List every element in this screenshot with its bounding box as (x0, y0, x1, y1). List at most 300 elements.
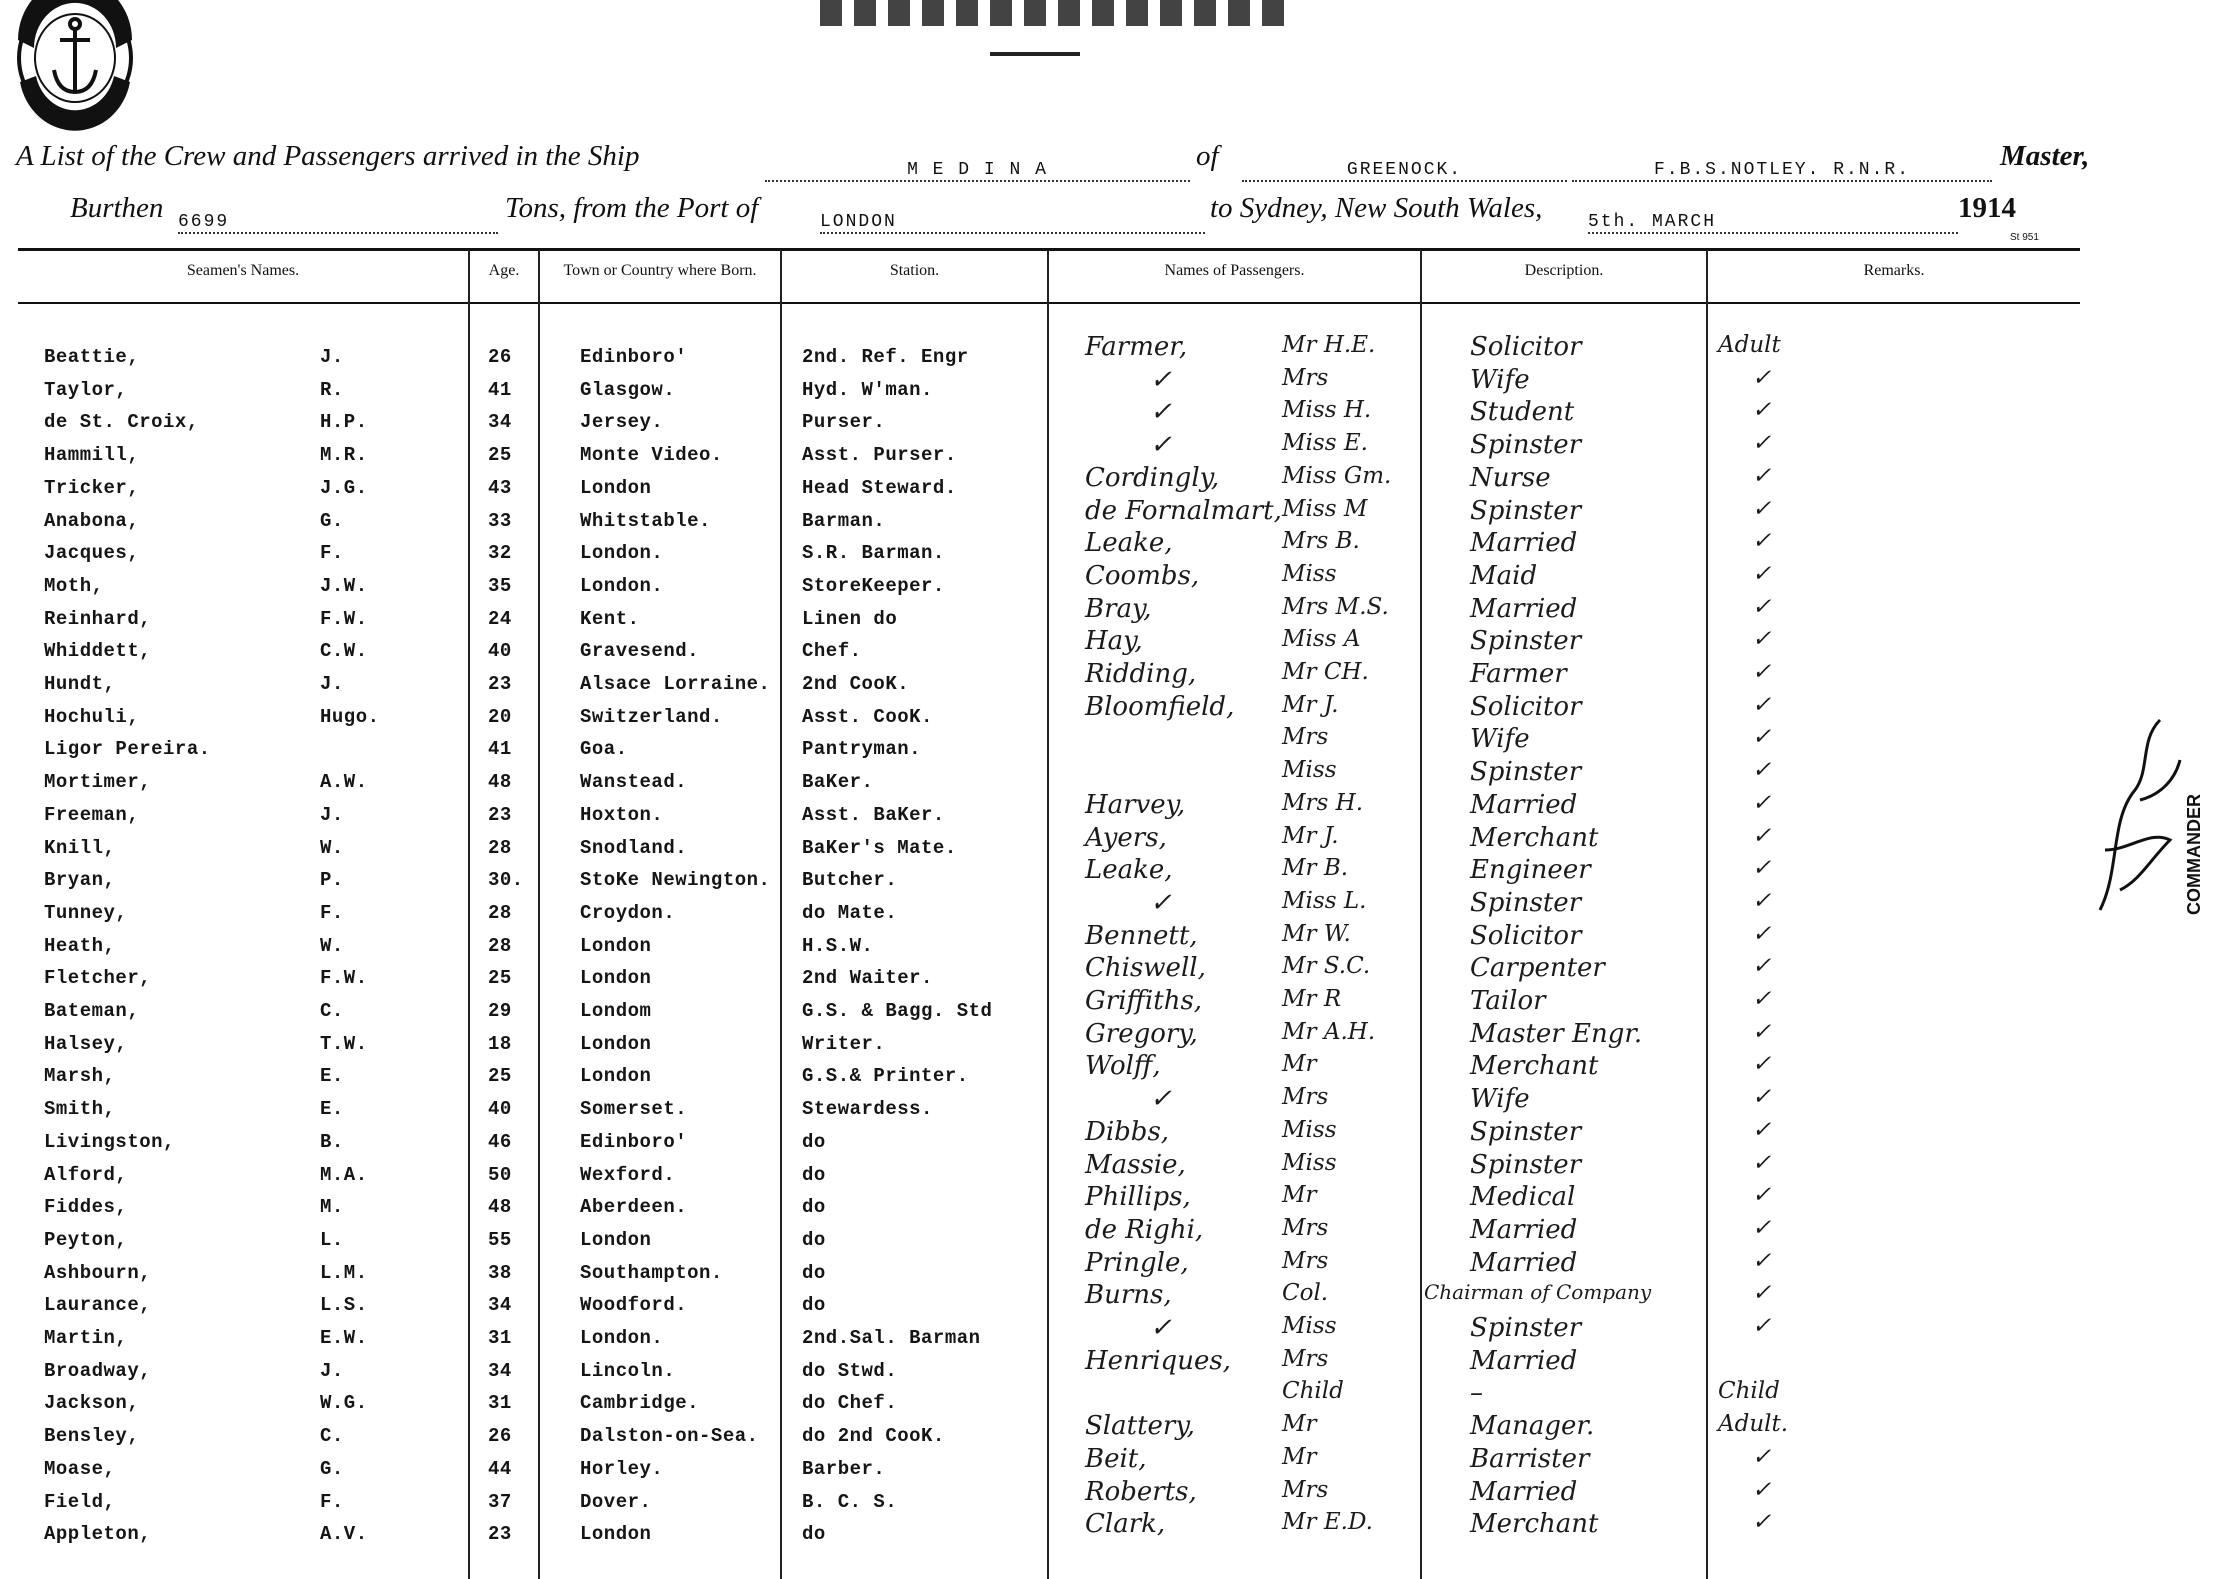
seaman-birthplace: Glasgow. (580, 379, 676, 401)
seaman-surname: Tunney, (44, 902, 128, 924)
seaman-initials: B. (320, 1131, 344, 1153)
seaman-surname: Hammill, (44, 444, 140, 466)
master-name: F.B.S.NOTLEY. R.N.R. (1572, 160, 1992, 182)
col-header-station: Station. (889, 262, 940, 279)
passenger-description: Farmer (1470, 659, 1567, 689)
passenger-remark: ✓ (1752, 528, 1772, 554)
passenger-description: Barrister (1470, 1444, 1590, 1474)
seaman-initials: G. (320, 1458, 344, 1480)
seaman-initials: E. (320, 1065, 344, 1087)
passenger-title: Mrs (1282, 1346, 1329, 1372)
seaman-age: 23 (488, 1523, 512, 1545)
passenger-name: Ridding, (1085, 659, 1197, 689)
passenger-description: Married (1470, 1215, 1578, 1245)
passenger-remark: ✓ (1752, 692, 1772, 718)
seaman-station: Asst. Purser. (802, 444, 957, 466)
passenger-remark: ✓ (1752, 888, 1772, 914)
seaman-surname: Jackson, (44, 1392, 140, 1414)
seaman-station: do Chef. (802, 1392, 898, 1414)
seaman-birthplace: Wanstead. (580, 771, 688, 793)
seaman-station: H.S.W. (802, 935, 874, 957)
seaman-initials: T.W. (320, 1033, 368, 1055)
seaman-initials: W.G. (320, 1392, 368, 1414)
passenger-remark: ✓ (1752, 855, 1772, 881)
passenger-name: Dibbs, (1085, 1117, 1170, 1147)
passenger-remark: ✓ (1752, 1477, 1772, 1503)
seaman-initials: J. (320, 346, 344, 368)
passenger-name: Harvey, (1085, 790, 1186, 820)
seaman-birthplace: London (580, 1033, 652, 1055)
passenger-name: Cordingly, (1085, 463, 1220, 493)
passenger-remark: ✓ (1752, 496, 1772, 522)
seaman-initials: E. (320, 1098, 344, 1120)
seaman-surname: Whiddett, (44, 640, 152, 662)
seaman-station: Asst. BaKer. (802, 804, 945, 826)
seaman-station: do (802, 1262, 826, 1284)
seaman-age: 25 (488, 444, 512, 466)
seaman-station: Head Steward. (802, 477, 957, 499)
seaman-surname: Hundt, (44, 673, 116, 695)
seaman-birthplace: Southampton. (580, 1262, 723, 1284)
commander-label: COMMANDER (2184, 794, 2204, 915)
seaman-initials: F.W. (320, 967, 368, 989)
seaman-surname: Hochuli, (44, 706, 140, 728)
passenger-description: Tailor (1470, 986, 1546, 1016)
passenger-name: Coombs, (1085, 561, 1200, 591)
passenger-title: Mr W. (1282, 921, 1351, 947)
seaman-initials: C. (320, 1000, 344, 1022)
seaman-initials: M.R. (320, 444, 368, 466)
seaman-station: Barman. (802, 510, 886, 532)
seaman-birthplace: Aberdeen. (580, 1196, 688, 1218)
burthen-value: 6699 (178, 212, 498, 234)
passenger-description: Spinster (1470, 888, 1582, 918)
col-header-seamen: Seamen's Names. (186, 262, 300, 279)
seaman-age: 46 (488, 1131, 512, 1153)
seaman-surname: Tricker, (44, 477, 140, 499)
passenger-description: Solicitor (1470, 332, 1582, 362)
passenger-remark: ✓ (1752, 757, 1772, 783)
col-divider-born (538, 250, 540, 1579)
passenger-description: Married (1470, 790, 1578, 820)
seaman-birthplace: Horley. (580, 1458, 664, 1480)
passenger-remark: Child (1718, 1378, 1780, 1404)
seaman-initials: E.W. (320, 1327, 368, 1349)
department-seal (16, 0, 134, 122)
seaman-surname: Broadway, (44, 1360, 152, 1382)
passenger-remark: ✓ (1752, 1215, 1772, 1241)
passenger-title: Miss H. (1282, 397, 1372, 423)
passenger-description: Carpenter (1470, 953, 1605, 983)
seaman-birthplace: London (580, 967, 652, 989)
passenger-remark: ✓ (1752, 986, 1772, 1012)
seaman-surname: Livingston, (44, 1131, 175, 1153)
passenger-title: Mrs B. (1282, 528, 1360, 554)
seaman-station: do 2nd CooK. (802, 1425, 945, 1447)
seaman-birthplace: Goa. (580, 738, 628, 760)
passenger-name: ✓ (1150, 888, 1172, 918)
port-of-registry: GREENOCK. (1242, 160, 1567, 182)
passenger-description: Married (1470, 1477, 1578, 1507)
header-line-2 (0, 192, 2140, 240)
passenger-name: Burns, (1085, 1280, 1172, 1310)
seaman-station: BaKer. (802, 771, 874, 793)
seaman-initials: C. (320, 1425, 344, 1447)
passenger-remark: Adult. (1718, 1411, 1789, 1437)
seaman-station: Linen do (802, 608, 898, 630)
seaman-initials: W. (320, 837, 344, 859)
seaman-station: 2nd.Sal. Barman (802, 1327, 981, 1349)
seaman-age: 25 (488, 1065, 512, 1087)
seaman-initials: L.M. (320, 1262, 368, 1284)
of-label: of (1196, 140, 1219, 172)
passenger-name: ✓ (1150, 365, 1172, 395)
passenger-description: Student (1470, 397, 1575, 427)
seaman-surname: Jacques, (44, 542, 140, 564)
passenger-name: Roberts, (1085, 1477, 1197, 1507)
seaman-initials: F. (320, 1491, 344, 1513)
passenger-title: Mr (1282, 1444, 1317, 1470)
passenger-title: Mrs M.S. (1282, 594, 1389, 620)
seaman-birthplace: Kent. (580, 608, 640, 630)
passenger-remark: ✓ (1752, 921, 1772, 947)
passenger-remark: ✓ (1752, 561, 1772, 587)
passenger-description: Spinster (1470, 496, 1582, 526)
seaman-station: Writer. (802, 1033, 886, 1055)
seaman-birthplace: London (580, 935, 652, 957)
seaman-initials: R. (320, 379, 344, 401)
passenger-name: Chiswell, (1085, 953, 1206, 983)
seaman-birthplace: Dover. (580, 1491, 652, 1513)
passenger-remark: ✓ (1752, 724, 1772, 750)
col-header-born: Town or Country where Born. (563, 262, 757, 279)
seaman-birthplace: London. (580, 575, 664, 597)
seaman-age: 28 (488, 902, 512, 924)
passenger-name: ✓ (1150, 430, 1172, 460)
passenger-remark: Adult (1718, 332, 1781, 358)
seaman-station: BaKer's Mate. (802, 837, 957, 859)
passenger-name: Gregory, (1085, 1019, 1198, 1049)
seaman-surname: Laurance, (44, 1294, 152, 1316)
seaman-age: 28 (488, 837, 512, 859)
seaman-age: 34 (488, 411, 512, 433)
seaman-station: do Stwd. (802, 1360, 898, 1382)
seaman-age: 40 (488, 640, 512, 662)
seaman-birthplace: Snodland. (580, 837, 688, 859)
seaman-station: S.R. Barman. (802, 542, 945, 564)
col-divider-age (468, 250, 470, 1579)
seaman-birthplace: Alsace Lorraine. (580, 673, 771, 695)
seaman-station: do (802, 1131, 826, 1153)
seaman-birthplace: Whitstable. (580, 510, 711, 532)
passenger-remark: ✓ (1752, 1248, 1772, 1274)
seaman-surname: Marsh, (44, 1065, 116, 1087)
seaman-initials: C.W. (320, 640, 368, 662)
seaman-surname: Moth, (44, 575, 104, 597)
col-header-remarks: Remarks. (1863, 262, 1925, 279)
seaman-birthplace: London. (580, 542, 664, 564)
seaman-age: 41 (488, 379, 512, 401)
passenger-title: Mr S.C. (1282, 953, 1371, 979)
passenger-title: Mr CH. (1282, 659, 1369, 685)
seaman-age: 35 (488, 575, 512, 597)
seaman-surname: Fiddes, (44, 1196, 128, 1218)
passenger-description: Engineer (1470, 855, 1591, 885)
seaman-station: Barber. (802, 1458, 886, 1480)
passenger-title: Mrs (1282, 365, 1329, 391)
seaman-station: 2nd CooK. (802, 673, 910, 695)
seaman-surname: Freeman, (44, 804, 140, 826)
lead-text: A List of the Crew and Passengers arrived in the Ship (16, 140, 640, 172)
seaman-age: 48 (488, 771, 512, 793)
seaman-birthplace: Londom (580, 1000, 652, 1022)
passenger-title: Child (1282, 1378, 1344, 1404)
seaman-station: Hyd. W'man. (802, 379, 933, 401)
seaman-age: 31 (488, 1327, 512, 1349)
seaman-birthplace: Switzerland. (580, 706, 723, 728)
passenger-title: Mr B. (1282, 855, 1349, 881)
seaman-birthplace: London (580, 477, 652, 499)
seaman-station: Purser. (802, 411, 886, 433)
seaman-station: do (802, 1164, 826, 1186)
seaman-age: 25 (488, 967, 512, 989)
passenger-name: Bray, (1085, 594, 1152, 624)
passenger-name: ✓ (1150, 397, 1172, 427)
passenger-remark: ✓ (1752, 1280, 1772, 1306)
seaman-surname: Ashbourn, (44, 1262, 152, 1284)
passenger-description: Spinster (1470, 1150, 1582, 1180)
from-port: LONDON (820, 212, 1205, 234)
title-banner (820, 0, 1290, 26)
passenger-description: Merchant (1470, 1051, 1599, 1081)
passenger-title: Mrs (1282, 1215, 1329, 1241)
passenger-description: Married (1470, 528, 1578, 558)
arrival-year: 1914 (1958, 192, 2016, 224)
seaman-station: do (802, 1523, 826, 1545)
seaman-age: 34 (488, 1294, 512, 1316)
passenger-remark: ✓ (1752, 594, 1772, 620)
passenger-remark: ✓ (1752, 659, 1772, 685)
seaman-initials: J. (320, 673, 344, 695)
seaman-initials: L.S. (320, 1294, 368, 1316)
seaman-age: 55 (488, 1229, 512, 1251)
passenger-title: Mrs H. (1282, 790, 1364, 816)
burthen-label: Burthen (70, 192, 164, 224)
seaman-age: 29 (488, 1000, 512, 1022)
seaman-initials: F.W. (320, 608, 368, 630)
passenger-remark: ✓ (1752, 626, 1772, 652)
seaman-initials: Hugo. (320, 706, 380, 728)
seaman-birthplace: Somerset. (580, 1098, 688, 1120)
seaman-surname: Halsey, (44, 1033, 128, 1055)
passenger-description: Married (1470, 1346, 1578, 1376)
seaman-station: 2nd Waiter. (802, 967, 933, 989)
seaman-age: 50 (488, 1164, 512, 1186)
seaman-surname: Knill, (44, 837, 116, 859)
passenger-title: Miss (1282, 1150, 1337, 1176)
passenger-description: – (1470, 1378, 1483, 1408)
seaman-birthplace: London (580, 1523, 652, 1545)
passenger-description: Wife (1470, 1084, 1530, 1114)
seaman-initials: A.V. (320, 1523, 368, 1545)
ship-name: M E D I N A (765, 160, 1190, 182)
seaman-age: 24 (488, 608, 512, 630)
seaman-initials: J.W. (320, 575, 368, 597)
seaman-station: 2nd. Ref. Engr (802, 346, 969, 368)
passenger-name: Ayers, (1085, 823, 1167, 853)
seaman-surname: Peyton, (44, 1229, 128, 1251)
passenger-description: Married (1470, 594, 1578, 624)
seaman-age: 38 (488, 1262, 512, 1284)
passenger-title: Miss E. (1282, 430, 1368, 456)
seaman-station: Chef. (802, 640, 862, 662)
passenger-remark: ✓ (1752, 1182, 1772, 1208)
passenger-name: Massie, (1085, 1150, 1186, 1180)
seaman-surname: Mortimer, (44, 771, 152, 793)
passenger-description: Maid (1470, 561, 1538, 591)
seaman-age: 37 (488, 1491, 512, 1513)
passenger-description: Wife (1470, 365, 1530, 395)
seaman-birthplace: Cambridge. (580, 1392, 700, 1414)
seaman-age: 30. (488, 869, 524, 891)
seaman-initials: G. (320, 510, 344, 532)
seaman-station: Pantryman. (802, 738, 922, 760)
passenger-name: Beit, (1085, 1444, 1147, 1474)
seaman-surname: Beattie, (44, 346, 140, 368)
table-header-rule (18, 302, 2080, 304)
seaman-initials: H.P. (320, 411, 368, 433)
seaman-birthplace: Edinboro' (580, 346, 688, 368)
seaman-station: G.S.& Printer. (802, 1065, 969, 1087)
col-divider-description (1420, 250, 1422, 1579)
seaman-initials: F. (320, 542, 344, 564)
passenger-description: Solicitor (1470, 921, 1582, 951)
seaman-station: do (802, 1229, 826, 1251)
seaman-surname: Heath, (44, 935, 116, 957)
seaman-age: 18 (488, 1033, 512, 1055)
passenger-title: Mr (1282, 1411, 1317, 1437)
passenger-name: Slattery, (1085, 1411, 1195, 1441)
passenger-description: Merchant (1470, 823, 1599, 853)
passenger-title: Miss (1282, 1313, 1337, 1339)
passenger-title: Mr (1282, 1051, 1317, 1077)
passenger-description: Spinster (1470, 757, 1582, 787)
passenger-name: de Fornalmart, (1085, 496, 1282, 526)
seaman-birthplace: StoKe Newington. (580, 869, 771, 891)
header-line-1 (0, 140, 2140, 188)
passenger-remark: ✓ (1752, 790, 1772, 816)
passenger-description: Merchant (1470, 1509, 1599, 1539)
seaman-initials: P. (320, 869, 344, 891)
master-label: Master, (2000, 140, 2090, 172)
passenger-description: Spinster (1470, 1313, 1582, 1343)
seaman-initials: F. (320, 902, 344, 924)
passenger-title: Mrs (1282, 1084, 1329, 1110)
passenger-title: Mrs (1282, 1477, 1329, 1503)
passenger-title: Col. (1282, 1280, 1329, 1306)
seaman-station: do (802, 1294, 826, 1316)
passenger-description: Manager. (1470, 1411, 1595, 1441)
passenger-name: Hay, (1085, 626, 1143, 656)
seaman-surname: Bateman, (44, 1000, 140, 1022)
passenger-name: Leake, (1085, 855, 1173, 885)
seaman-station: Butcher. (802, 869, 898, 891)
passenger-title: Mr J. (1282, 692, 1339, 718)
passenger-remark: ✓ (1752, 397, 1772, 423)
seaman-initials: L. (320, 1229, 344, 1251)
seaman-age: 40 (488, 1098, 512, 1120)
passenger-name: ✓ (1150, 1313, 1172, 1343)
passenger-title: Miss (1282, 561, 1337, 587)
seaman-surname: de St. Croix, (44, 411, 199, 433)
seaman-surname: Bryan, (44, 869, 116, 891)
seaman-station: Stewardess. (802, 1098, 933, 1120)
seaman-age: 33 (488, 510, 512, 532)
passenger-title: Mr H.E. (1282, 332, 1376, 358)
passenger-name: Leake, (1085, 528, 1173, 558)
seaman-surname: Bensley, (44, 1425, 140, 1447)
seaman-surname: Alford, (44, 1164, 128, 1186)
passenger-description: Chairman of Company (1424, 1280, 1652, 1304)
passenger-name: Clark, (1085, 1509, 1166, 1539)
seaman-birthplace: London. (580, 1327, 664, 1349)
title-divider (990, 52, 1080, 56)
passenger-name: Phillips, (1085, 1182, 1191, 1212)
table-top-rule (18, 248, 2080, 251)
seaman-station: Asst. CooK. (802, 706, 933, 728)
seaman-surname: Reinhard, (44, 608, 152, 630)
tons-label: Tons, from the Port of (505, 192, 759, 224)
passenger-name: Bloomfield, (1085, 692, 1235, 722)
col-divider-passengers (1047, 250, 1049, 1579)
passenger-remark: ✓ (1752, 1084, 1772, 1110)
seaman-surname: Martin, (44, 1327, 128, 1349)
seaman-birthplace: London (580, 1065, 652, 1087)
seaman-birthplace: Woodford. (580, 1294, 688, 1316)
seaman-age: 43 (488, 477, 512, 499)
seaman-birthplace: Lincoln. (580, 1360, 676, 1382)
seaman-surname: Anabona, (44, 510, 140, 532)
seaman-age: 41 (488, 738, 512, 760)
passenger-remark: ✓ (1752, 1117, 1772, 1143)
passenger-title: Miss A (1282, 626, 1361, 652)
col-divider-remarks (1706, 250, 1708, 1579)
passenger-title: Mr J. (1282, 823, 1339, 849)
seaman-surname: Field, (44, 1491, 116, 1513)
passenger-remark: ✓ (1752, 1019, 1772, 1045)
seaman-initials: J. (320, 804, 344, 826)
passenger-title: Miss L. (1282, 888, 1367, 914)
passenger-remark: ✓ (1752, 1051, 1772, 1077)
passenger-description: Spinster (1470, 626, 1582, 656)
passenger-remark: ✓ (1752, 953, 1772, 979)
seaman-age: 34 (488, 1360, 512, 1382)
passenger-title: Miss Gm. (1282, 463, 1392, 489)
seaman-age: 23 (488, 673, 512, 695)
seaman-station: B. C. S. (802, 1491, 898, 1513)
passenger-description: Married (1470, 1248, 1578, 1278)
seaman-birthplace: London (580, 1229, 652, 1251)
seaman-birthplace: Gravesend. (580, 640, 700, 662)
seaman-age: 26 (488, 346, 512, 368)
passenger-name: Wolff, (1085, 1051, 1161, 1081)
passenger-description: Medical (1470, 1182, 1576, 1212)
passenger-description: Master Engr. (1470, 1019, 1643, 1049)
seaman-age: 26 (488, 1425, 512, 1447)
seaman-initials: J.G. (320, 477, 368, 499)
seaman-station: do (802, 1196, 826, 1218)
seaman-birthplace: Hoxton. (580, 804, 664, 826)
